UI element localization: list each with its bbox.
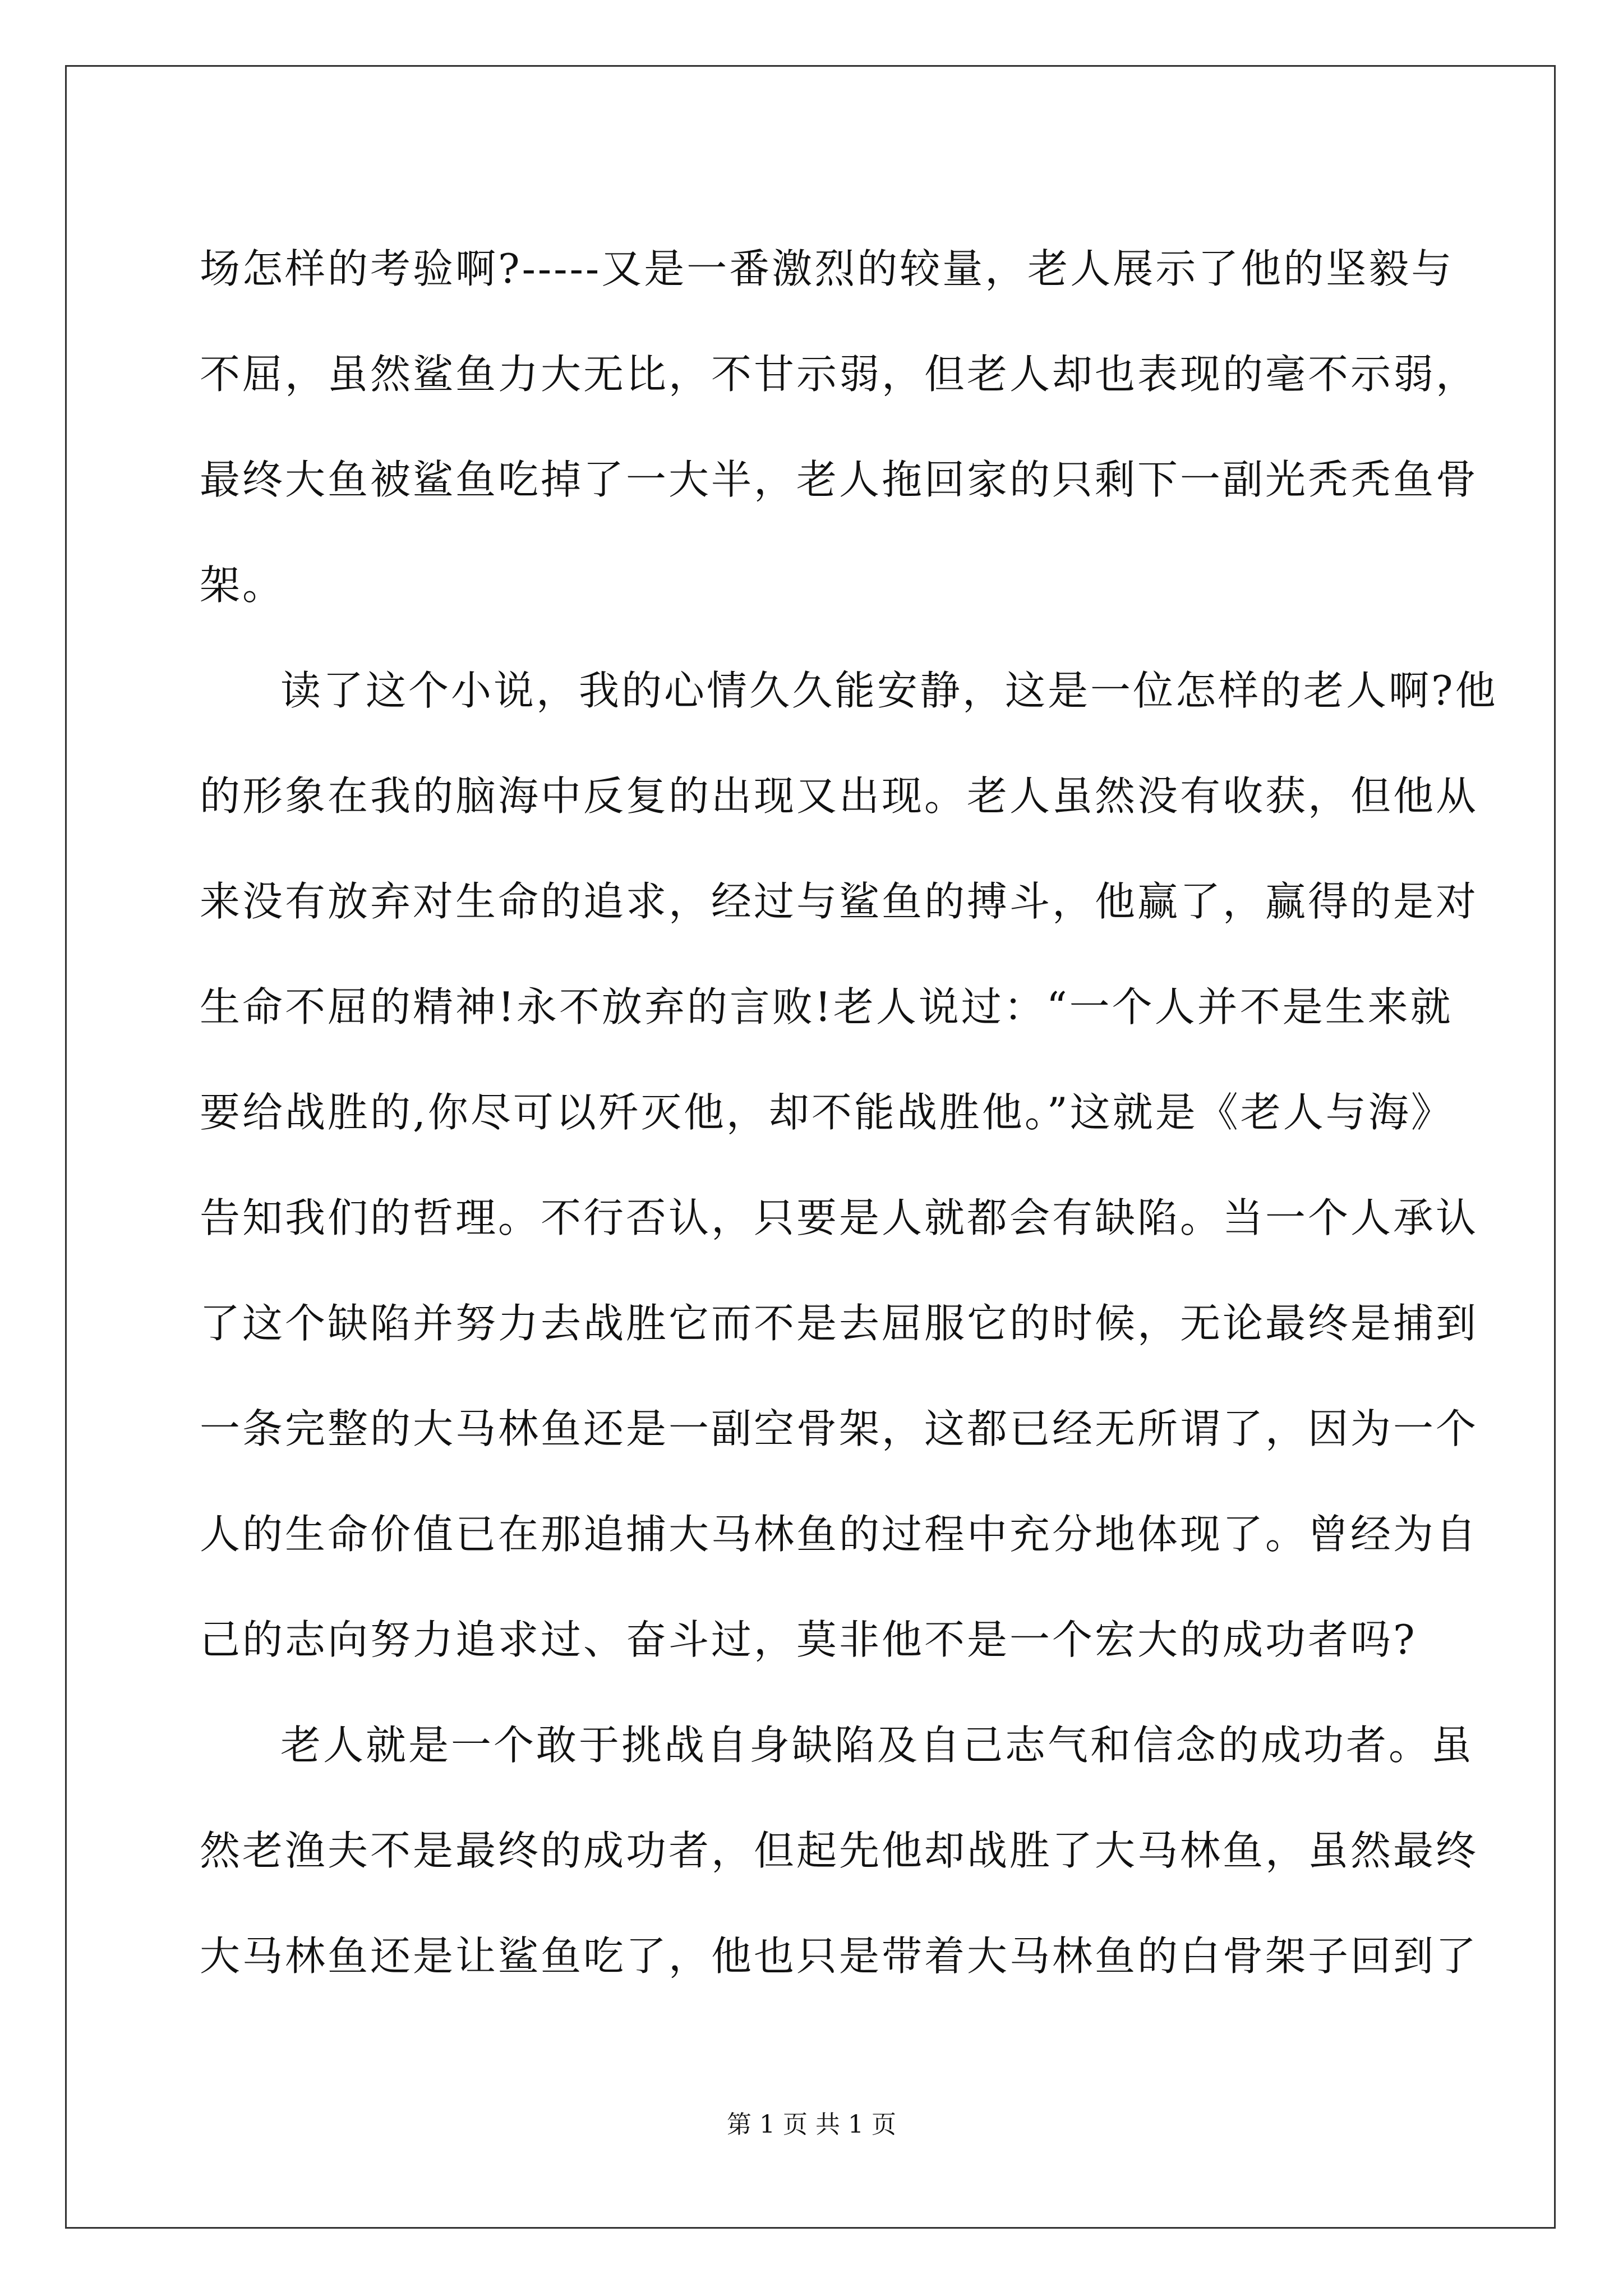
text-line: 读了这个小说，我的心情久久能安静，这是一位怎样的老人啊?他 [280,667,1498,714]
document-body [200,216,1498,2009]
text-line: 了这个缺陷并努力去战胜它而不是去屈服它的时候，无论最终是捕到 [200,1300,1479,1347]
text-line: 的形象在我的脑海中反复的出现又出现。老人虽然没有收获，但他从 [200,772,1479,820]
text-line: 一条完整的大马林鱼还是一副空骨架，这都已经无所谓了，因为一个 [200,1405,1479,1452]
text-line: 最终大鱼被鲨鱼吃掉了一大半，老人拖回家的只剩下一副光秃秃鱼骨 [200,456,1479,503]
text-line: 不屈，虽然鲨鱼力大无比，不甘示弱，但老人却也表现的毫不示弱， [200,351,1479,398]
text-line: 要给战胜的,你尽可以歼灭他，却不能战胜他。”这就是《老人与海》 [200,1089,1454,1136]
text-line: 来没有放弃对生命的追求，经过与鲨鱼的搏斗，他赢了，赢得的是对 [200,878,1479,925]
text-line: 人的生命价值已在那追捕大马林鱼的过程中充分地体现了。曾经为自 [200,1511,1479,1558]
text-line: 然老渔夫不是最终的成功者，但起先他却战胜了大马林鱼，虽然最终 [200,1827,1479,1874]
text-line: 场怎样的考验啊?-----又是一番激烈的较量，老人展示了他的坚毅与 [200,245,1454,292]
text-line: 大马林鱼还是让鲨鱼吃了，他也只是带着大马林鱼的白骨架子回到了 [200,1932,1479,1980]
text-line: 告知我们的哲理。不行否认，只要是人就都会有缺陷。当一个人承认 [200,1194,1479,1241]
text-line: 生命不屈的精神!永不放弃的言败!老人说过：“一个人并不是生来就 [200,983,1453,1030]
text-line: 架。 [200,562,285,609]
text-line: 老人就是一个敢于挑战自身缺陷及自己志气和信念的成功者。虽 [280,1722,1474,1769]
text-line: 己的志向努力追求过、奋斗过，莫非他不是一个宏大的成功者吗? [200,1616,1417,1663]
page-number-footer: 第 1 页 共 1 页 [727,2110,896,2139]
